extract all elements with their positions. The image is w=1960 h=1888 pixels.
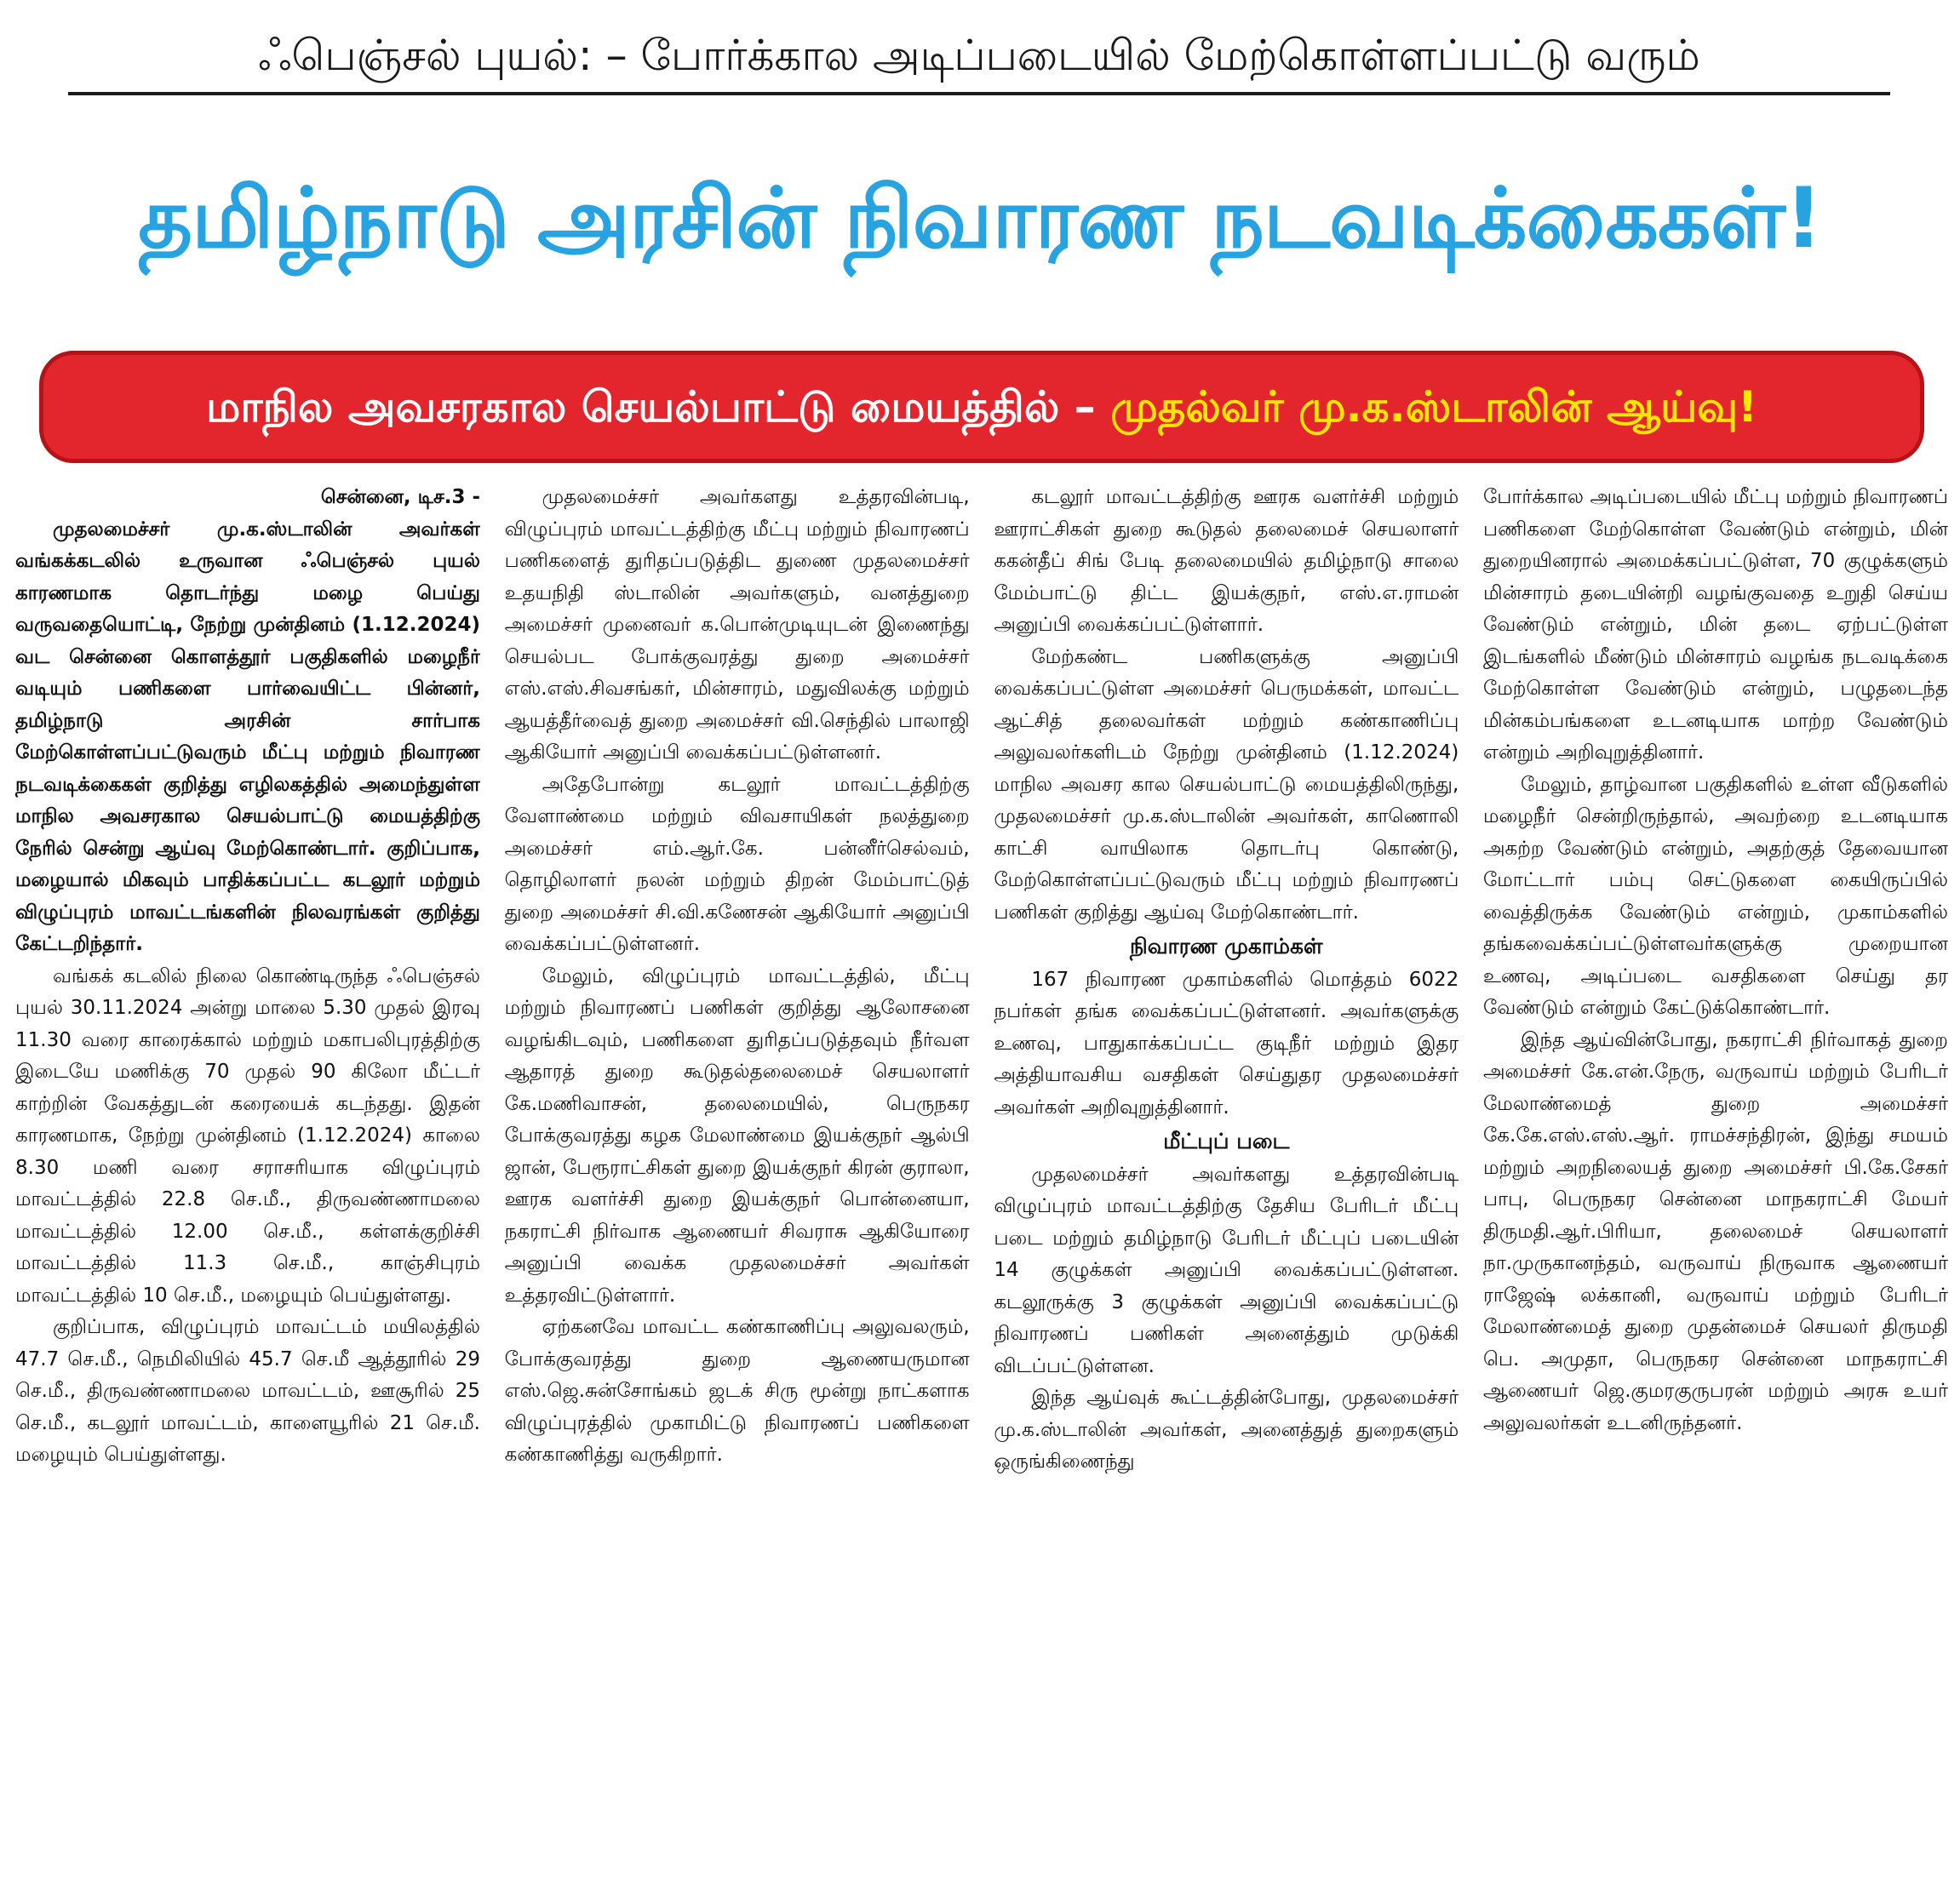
banner-text: மாநில அவசரகால செயல்பாட்டு மையத்தில் – (206, 382, 1111, 432)
headline: தமிழ்நாடு அரசின் நிவாரண நடவடிக்கைகள்! (138, 170, 1822, 267)
paragraph: ஏற்கனவே மாவட்ட கண்காணிப்பு அலுவலரும், போக்குவரத்து துறை ஆணையருமான எஸ்.ஜெ.சுன்சோங்கம் ஜடக் சிரு மூன்று நாட்களாக விழுப்புரத்தில் முகாமிட்டு நிவாரணப் பணிகளை கண்காணித்து வருகிறார். (504, 1316, 970, 1466)
paragraph: முதலமைச்சர் அவர்களது உத்தரவின்படி, விழுப்புரம் மாவட்டத்திற்கு மீட்பு மற்றும் நிவாரணப் பணிகளைத் துரிதப்படுத்திட துணை முதலமைச்சர் உதயநிதி ஸ்டாலின் அவர்களும், வனத்துறை அமைச்சர் முனைவர் க.பொன்முடியுடன் இணைந்து செயல்பட போக்குவரத்து துறை அமைச்சர் எஸ்.எஸ்.சிவசங்கர், மின்சாரம், மதுவிலக்கு மற்றும் ஆயத்தீர்வைத் துறை அமைச்சர் வி.செந்தில் பாலாஜி ஆகியோர் அனுப்பி வைக்கப்பட்டுள்ளனர். (504, 486, 970, 764)
paragraph: குறிப்பாக, விழுப்புரம் மாவட்டம் மயிலத்தில் 47.7 செ.மீ., நெமிலியில் 45.7 செ.மீ ஆத்தூரில் 29 செ.மீ., திருவண்ணாமலை மாவட்டம், ஊசூரில் 25 செ.மீ., கடலூர் மாவட்டம், காளையூரில் 21 செ.மீ. மழையும் பெய்துள்ளது. (15, 1316, 480, 1466)
paragraph: மேலும், விழுப்புரம் மாவட்டத்தில், மீட்பு மற்றும் நிவாரணப் பணிகள் குறித்து ஆலோசனை வழங்கிடவும், பணிகளை துரிதப்படுத்தவும் நீர்வள ஆதாரத் துறை கூடுதல்தலைமைச் செயலாளர் கே.மணிவாசன், தலைமையில், பெருநகர போக்குவரத்து கழக மேலாண்மை இயக்குநர் ஆல்பி ஜான், பேரூராட்சிகள் துறை இயக்குநர் கிரன் குராலா, ஊரக வளர்ச்சி துறை இயக்குநர் பொன்னையா, நகராட்சி நிர்வாக ஆணையர் சிவராசு ஆகியோரை அனுப்பி வைக்க முதலமைச்சர் அவர்கள் உத்தரவிட்டுள்ளார். (504, 964, 970, 1307)
paragraph: அதேபோன்று கடலூர் மாவட்டத்திற்கு வேளாண்மை மற்றும் விவசாயிகள் நலத்துறை அமைச்சர் எம்.ஆர்.கே. பன்னீர்செல்வம், தொழிலாளர் நலன் மற்றும் திறன் மேம்பாட்டுத் துறை அமைச்சர் சி.வி.கணேசன் ஆகியோர் அனுப்பி வைக்கப்பட்டுள்ளனர். (504, 773, 970, 955)
paragraph: போர்க்கால அடிப்படையில் மீட்பு மற்றும் நிவாரணப் பணிகளை மேற்கொள்ள வேண்டும் என்றும், மின் துறையினரால் அமைக்கப்பட்டுள்ள, 70 குழுக்களும் மின்சாரம் தடையின்றி வழங்குவதை உறுதி செய்ய வேண்டும் என்றும், மின் தடை ஏற்பட்டுள்ள இடங்களில் மீண்டும் மின்சாரம் வழங்க நடவடிக்கை மேற்கொள்ள வேண்டும் என்றும், பழுதடைந்த மின்கம்பங்களை உடனடியாக மாற்ற வேண்டும் என்றும் அறிவுறுத்தினார். (1482, 486, 1948, 764)
subheading-relief-camps: நிவாரண முகாம்கள் (1130, 934, 1323, 958)
paragraph: வங்கக் கடலில் நிலை கொண்டிருந்த ஃபெஞ்சல் புயல் 30.11.2024 அன்று மாலை 5.30 முதல் இரவு 11.30 வரை காரைக்கால் மற்றும் மகாபலிபுரத்திற்கு இடையே மணிக்கு 70 முதல் 90 கிலோ மீட்டர் காற்றின் வேகத்துடன் கரையைக் கடந்தது. இதன் காரணமாக, நேற்று முன்தினம் (1.12.2024) காலை 8.30 மணி வரை சராசரியாக விழுப்புரம் மாவட்டத்தில் 22.8 செ.மீ., திருவண்ணாமலை மாவட்டத்தில் 12.00 செ.மீ., கள்ளக்குறிச்சி மாவட்டத்தில் 11.3 செ.மீ., காஞ்சிபுரம் மாவட்டத்தில் 10 செ.மீ., மழையும் பெய்துள்ளது. (15, 964, 480, 1307)
column-4 (1483, 482, 1948, 1878)
paragraph: இந்த ஆய்வின்போது, நகராட்சி நிர்வாகத் துறை அமைச்சர் கே.என்.நேரு, வருவாய் மற்றும் பேரிடர் மேலாண்மைத் துறை அமைச்சர் கே.கே.எஸ்.எஸ்.ஆர். ராமச்சந்திரன், இந்து சமயம் மற்றும் அறநிலையத் துறை அமைச்சர் பி.கே.சேகர் பாபு, பெருநகர சென்னை மாநகராட்சி மேயர் திருமதி.ஆர்.பிரியா, தலைமைச் செயலாளர் நா.முருகானந்தம், வருவாய் நிருவாக ஆணையர் ராஜேஷ் லக்கானி, வருவாய் மற்றும் பேரிடர் மேலாண்மைத் துறை முதன்மைச் செயலர் திருமதி பெ. அமுதா, பெருநகர சென்னை மாநகராட்சி ஆணையர் ஜெ.குமரகுருபரன் மற்றும் அரசு உயர் அலுவலர்கள் உடனிருந்தனர். (1482, 1028, 1948, 1434)
column-2 (505, 482, 970, 1878)
paragraph: மேலும், தாழ்வான பகுதிகளில் உள்ள வீடுகளில் மழைநீர் சென்றிருந்தால், அவற்றை உடனடியாக அகற்ற வேண்டும் என்றும், அதற்குத் தேவையான மோட்டார் பம்பு செட்டுகளை கையிருப்பில் வைத்திருக்க வேண்டும் என்றும், முகாம்களில் தங்கவைக்கப்பட்டுள்ளவர்களுக்கு முறையான உணவு, அடிப்படை வசதிகளை செய்து தர வேண்டும் என்றும் கேட்டுக்கொண்டார். (1482, 773, 1948, 1019)
kicker: ஃபெஞ்சல் புயல்: – போர்க்கால அடிப்படையில் மேற்கொள்ளப்பட்டு வரும் (68, 19, 1890, 95)
banner (39, 351, 1924, 463)
lead-paragraph: முதலமைச்சர் மு.க.ஸ்டாலின் அவர்கள் வங்கக்கடலில் உருவான ஃபெஞ்சல் புயல் காரணமாக தொடர்ந்து மழை பெய்து வருவதையொட்டி, நேற்று முன்தினம் (1.12.2024) வட சென்னை கொளத்தூர் பகுதிகளில் மழைநீர் வடியும் பணிகளை பார்வையிட்ட பின்னர், தமிழ்நாடு அரசின் சார்பாக மேற்கொள்ளப்பட்டுவரும் மீட்பு மற்றும் நிவாரண நடவடிக்கைகள் குறித்து எழிலகத்தில் அமைந்துள்ள மாநில அவசரகால செயல்பாட்டு மையத்திற்கு நேரில் சென்று ஆய்வு மேற்கொண்டார். குறிப்பாக, மழையால் மிகவும் பாதிக்கப்பட்ட கடலூர் மற்றும் விழுப்புரம் மாவட்டங்களின் நிலவரங்கள் குறித்து கேட்டறிந்தார். (15, 518, 480, 955)
paragraph: இந்த ஆய்வுக் கூட்டத்தின்போது, முதலமைச்சர் மு.க.ஸ்டாலின் அவர்கள், அனைத்துத் துறைகளும் ஒருங்கிணைந்து (994, 1387, 1459, 1473)
dateline: சென்னை, டிச.3 - (320, 486, 480, 508)
column-3 (994, 482, 1459, 1878)
subheading-rescue-force: மீட்புப் படை (1163, 1129, 1290, 1153)
article-columns (15, 482, 1948, 1878)
column-1 (15, 482, 480, 1878)
paragraph: 167 நிவாரண முகாம்களில் மொத்தம் 6022 நபர்கள் தங்க வைக்கப்பட்டுள்ளனர். அவர்களுக்கு உணவு, பாதுகாக்கப்பட்ட குடிநீர் மற்றும் இதர அத்தியாவசிய வசதிகள் செய்துதர முதலமைச்சர் அவர்கள் அறிவுறுத்தினார். (994, 968, 1459, 1118)
paragraph: மேற்கண்ட பணிகளுக்கு அனுப்பி வைக்கப்பட்டுள்ள அமைச்சர் பெருமக்கள், மாவட்ட ஆட்சித் தலைவர்கள் மற்றும் கண்காணிப்பு அலுவலர்களிடம் நேற்று முன்தினம் (1.12.2024) மாநில அவசர கால செயல்பாட்டு மையத்திலிருந்து, முதலமைச்சர் மு.க.ஸ்டாலின் அவர்கள், காணொலி காட்சி வாயிலாக தொடர்பு கொண்டு, மேற்கொள்ளப்பட்டுவரும் மீட்பு மற்றும் நிவாரணப் பணிகள் குறித்து ஆய்வு மேற்கொண்டார். (994, 645, 1459, 924)
paragraph: கடலூர் மாவட்டத்திற்கு ஊரக வளர்ச்சி மற்றும் ஊராட்சிகள் துறை கூடுதல் தலைமைச் செயலாளர் ககன்தீப் சிங் பேடி தலைமையில் தமிழ்நாடு சாலை மேம்பாட்டு திட்ட இயக்குநர், எஸ்.எ.ராமன் அனுப்பி வைக்கப்பட்டுள்ளார். (994, 486, 1459, 636)
paragraph: முதலமைச்சர் அவர்களது உத்தரவின்படி விழுப்புரம் மாவட்டத்திற்கு தேசிய பேரிடர் மீட்பு படை மற்றும் தமிழ்நாடு பேரிடர் மீட்புப் படையின் 14 குழுக்கள் அனுப்பி வைக்கப்பட்டுள்ளன. கடலூருக்கு 3 குழுக்கள் அனுப்பி வைக்கப்பட்டு நிவாரணப் பணிகள் அனைத்தும் முடுக்கி விடப்பட்டுள்ளன. (994, 1163, 1459, 1377)
banner-highlight: முதல்வர் மு.க.ஸ்டாலின் ஆய்வு! (1110, 382, 1757, 432)
